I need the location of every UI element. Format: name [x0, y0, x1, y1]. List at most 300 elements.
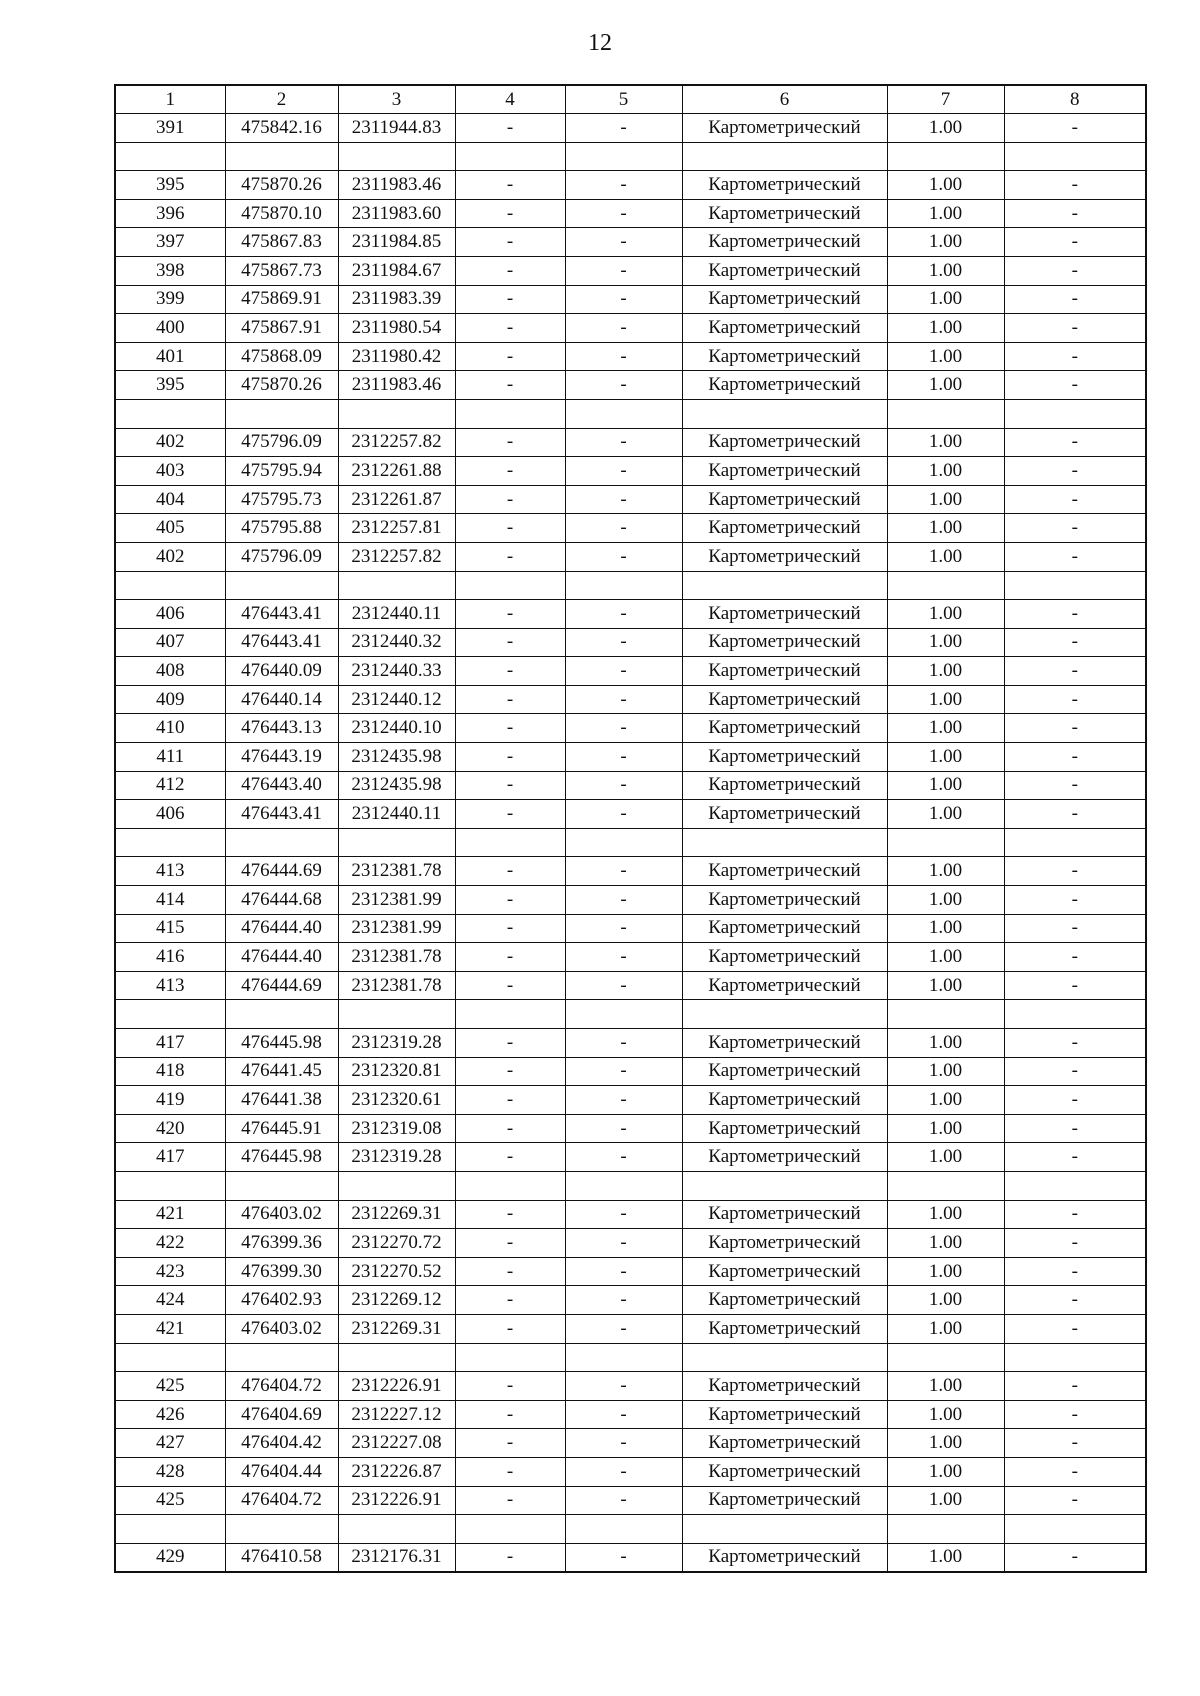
- table-cell: [682, 142, 887, 171]
- table-cell: Картометрический: [682, 1029, 887, 1058]
- table-cell: Картометрический: [682, 771, 887, 800]
- table-cell: -: [565, 628, 682, 657]
- table-row: [115, 1143, 1146, 1172]
- table-cell: 475870.26: [225, 371, 338, 400]
- table-cell: -: [1004, 342, 1146, 371]
- table-cell: Картометрический: [682, 171, 887, 200]
- table-cell: Картометрический: [682, 1543, 887, 1572]
- table-cell: 410: [115, 714, 225, 743]
- table-row: [115, 1372, 1146, 1401]
- table-cell: Картометрический: [682, 228, 887, 257]
- table-cell: 2311983.60: [338, 199, 455, 228]
- table-cell: 1.00: [887, 943, 1004, 972]
- table-cell: 1.00: [887, 886, 1004, 915]
- table-cell: 1.00: [887, 314, 1004, 343]
- table-row: [115, 399, 1146, 428]
- table-cell: [115, 1171, 225, 1200]
- table-cell: -: [455, 1486, 565, 1515]
- table-row: [115, 1229, 1146, 1258]
- table-cell: Картометрический: [682, 199, 887, 228]
- table-cell: Картометрический: [682, 514, 887, 543]
- table-cell: -: [565, 1400, 682, 1429]
- table-cell: -: [1004, 628, 1146, 657]
- table-cell: -: [1004, 914, 1146, 943]
- table-cell: 402: [115, 542, 225, 571]
- table-cell: 1.00: [887, 685, 1004, 714]
- table-row: [115, 1543, 1146, 1572]
- table-cell: Картометрический: [682, 943, 887, 972]
- table-cell: -: [1004, 1229, 1146, 1258]
- table-cell: 475870.26: [225, 171, 338, 200]
- table-cell: -: [565, 1257, 682, 1286]
- table-cell: -: [1004, 171, 1146, 200]
- table-cell: 1.00: [887, 342, 1004, 371]
- table-cell: 2312270.72: [338, 1229, 455, 1258]
- table-cell: [338, 571, 455, 600]
- table-cell: 476404.72: [225, 1486, 338, 1515]
- table-cell: 476444.69: [225, 971, 338, 1000]
- table-cell: [887, 828, 1004, 857]
- table-cell: 1.00: [887, 800, 1004, 829]
- table-cell: -: [565, 771, 682, 800]
- table-cell: [565, 1343, 682, 1372]
- table-cell: 2312226.87: [338, 1457, 455, 1486]
- table-cell: -: [455, 771, 565, 800]
- table-cell: Картометрический: [682, 714, 887, 743]
- table-cell: 407: [115, 628, 225, 657]
- table-cell: 476441.45: [225, 1057, 338, 1086]
- table-cell: -: [455, 1314, 565, 1343]
- table-cell: 1.00: [887, 714, 1004, 743]
- table-cell: 415: [115, 914, 225, 943]
- table-cell: 476445.98: [225, 1143, 338, 1172]
- table-cell: -: [565, 256, 682, 285]
- table-cell: 421: [115, 1200, 225, 1229]
- table-cell: 2312320.61: [338, 1086, 455, 1115]
- table-cell: Картометрический: [682, 914, 887, 943]
- table-cell: -: [455, 743, 565, 772]
- table-cell: [115, 399, 225, 428]
- table-cell: -: [1004, 1143, 1146, 1172]
- table-cell: [682, 1343, 887, 1372]
- table-cell: -: [565, 114, 682, 143]
- table-cell: 475867.91: [225, 314, 338, 343]
- column-header: 8: [1004, 85, 1146, 114]
- table-cell: 2311944.83: [338, 114, 455, 143]
- table-cell: 2312381.78: [338, 943, 455, 972]
- table-cell: Картометрический: [682, 1457, 887, 1486]
- table-cell: 1.00: [887, 1286, 1004, 1315]
- table-cell: 476403.02: [225, 1314, 338, 1343]
- table-cell: -: [1004, 1114, 1146, 1143]
- column-header: 1: [115, 85, 225, 114]
- table-cell: 399: [115, 285, 225, 314]
- table-cell: 476443.41: [225, 600, 338, 629]
- table-cell: 476410.58: [225, 1543, 338, 1572]
- table-cell: -: [565, 1543, 682, 1572]
- table-row: [115, 171, 1146, 200]
- table-cell: 1.00: [887, 743, 1004, 772]
- table-cell: -: [1004, 1486, 1146, 1515]
- table-row: [115, 1515, 1146, 1544]
- table-cell: 397: [115, 228, 225, 257]
- table-cell: 476399.36: [225, 1229, 338, 1258]
- table-cell: 1.00: [887, 600, 1004, 629]
- table-cell: Картометрический: [682, 600, 887, 629]
- table-cell: 476404.44: [225, 1457, 338, 1486]
- table-cell: -: [455, 342, 565, 371]
- table-cell: -: [1004, 114, 1146, 143]
- table-cell: -: [455, 114, 565, 143]
- table-cell: 2312319.08: [338, 1114, 455, 1143]
- table-cell: [115, 828, 225, 857]
- table-cell: 400: [115, 314, 225, 343]
- table-cell: 475796.09: [225, 542, 338, 571]
- table-cell: 402: [115, 428, 225, 457]
- table-cell: -: [565, 1114, 682, 1143]
- table-cell: [338, 1343, 455, 1372]
- table-cell: -: [455, 1200, 565, 1229]
- table-cell: 476443.40: [225, 771, 338, 800]
- table-cell: 2312320.81: [338, 1057, 455, 1086]
- table-cell: 1.00: [887, 1314, 1004, 1343]
- table-cell: -: [455, 1457, 565, 1486]
- table-row: [115, 600, 1146, 629]
- table-cell: -: [455, 657, 565, 686]
- table-cell: -: [565, 1486, 682, 1515]
- table-cell: Картометрический: [682, 628, 887, 657]
- table-cell: 1.00: [887, 857, 1004, 886]
- table-cell: [115, 1515, 225, 1544]
- table-cell: 476444.40: [225, 943, 338, 972]
- table-row: [115, 457, 1146, 486]
- table-cell: -: [565, 1057, 682, 1086]
- table-cell: -: [565, 485, 682, 514]
- table-cell: -: [1004, 943, 1146, 972]
- table-cell: 476445.91: [225, 1114, 338, 1143]
- table-cell: -: [1004, 1314, 1146, 1343]
- table-cell: 476443.41: [225, 800, 338, 829]
- table-row: [115, 657, 1146, 686]
- table-row: [115, 1400, 1146, 1429]
- table-cell: 408: [115, 657, 225, 686]
- table-row: [115, 943, 1146, 972]
- table-cell: [455, 399, 565, 428]
- table-cell: -: [455, 228, 565, 257]
- table-cell: -: [1004, 657, 1146, 686]
- table-cell: 2312440.32: [338, 628, 455, 657]
- table-cell: 475867.73: [225, 256, 338, 285]
- table-cell: [115, 1343, 225, 1372]
- table-cell: 2312227.12: [338, 1400, 455, 1429]
- table-cell: -: [565, 342, 682, 371]
- table-cell: -: [1004, 228, 1146, 257]
- table-cell: Картометрический: [682, 485, 887, 514]
- table-cell: 2312261.87: [338, 485, 455, 514]
- table-cell: -: [1004, 285, 1146, 314]
- column-header: 7: [887, 85, 1004, 114]
- table-row: [115, 1343, 1146, 1372]
- table-cell: [887, 1515, 1004, 1544]
- table-cell: [455, 1515, 565, 1544]
- table-cell: [455, 142, 565, 171]
- table-cell: 417: [115, 1029, 225, 1058]
- table-cell: Картометрический: [682, 886, 887, 915]
- table-cell: -: [565, 714, 682, 743]
- table-cell: -: [1004, 1029, 1146, 1058]
- table-cell: 1.00: [887, 1143, 1004, 1172]
- table-cell: 404: [115, 485, 225, 514]
- table-cell: -: [1004, 1057, 1146, 1086]
- table-row: [115, 371, 1146, 400]
- table-row: [115, 743, 1146, 772]
- table-row: [115, 800, 1146, 829]
- table-cell: 2312319.28: [338, 1143, 455, 1172]
- table-cell: 421: [115, 1314, 225, 1343]
- table-cell: 403: [115, 457, 225, 486]
- table-cell: -: [1004, 857, 1146, 886]
- table-row: [115, 1200, 1146, 1229]
- table-cell: [338, 828, 455, 857]
- table-cell: [1004, 399, 1146, 428]
- table-cell: 405: [115, 514, 225, 543]
- table-cell: 413: [115, 857, 225, 886]
- table-cell: 426: [115, 1400, 225, 1429]
- table-cell: 423: [115, 1257, 225, 1286]
- table-cell: 476404.42: [225, 1429, 338, 1458]
- table-cell: 2312435.98: [338, 771, 455, 800]
- table-cell: 1.00: [887, 971, 1004, 1000]
- table-cell: [565, 1000, 682, 1029]
- table-cell: -: [565, 943, 682, 972]
- table-cell: -: [565, 199, 682, 228]
- table-cell: -: [455, 314, 565, 343]
- table-cell: 476441.38: [225, 1086, 338, 1115]
- table-cell: 418: [115, 1057, 225, 1086]
- table-cell: 2312381.78: [338, 857, 455, 886]
- table-cell: 476399.30: [225, 1257, 338, 1286]
- table-cell: -: [1004, 714, 1146, 743]
- table-cell: 476404.72: [225, 1372, 338, 1401]
- table-cell: -: [565, 1372, 682, 1401]
- table-cell: 476444.69: [225, 857, 338, 886]
- table-row: [115, 114, 1146, 143]
- table-cell: 476403.02: [225, 1200, 338, 1229]
- table-row: [115, 342, 1146, 371]
- table-cell: Картометрический: [682, 800, 887, 829]
- table-cell: Картометрический: [682, 1286, 887, 1315]
- table-cell: -: [455, 371, 565, 400]
- table-cell: Картометрический: [682, 1057, 887, 1086]
- table-cell: 2312176.31: [338, 1543, 455, 1572]
- table-cell: -: [455, 600, 565, 629]
- table-cell: 2311983.46: [338, 371, 455, 400]
- table-cell: 2312381.99: [338, 886, 455, 915]
- table-cell: -: [565, 1200, 682, 1229]
- table-cell: 475869.91: [225, 285, 338, 314]
- table-cell: 2312381.78: [338, 971, 455, 1000]
- table-cell: 2312440.12: [338, 685, 455, 714]
- table-cell: -: [565, 914, 682, 943]
- table-cell: [338, 399, 455, 428]
- coordinates-table: [114, 84, 1147, 1573]
- table-cell: -: [1004, 428, 1146, 457]
- table-cell: Картометрический: [682, 457, 887, 486]
- table-row: [115, 228, 1146, 257]
- table-cell: Картометрический: [682, 1229, 887, 1258]
- table-cell: 1.00: [887, 1114, 1004, 1143]
- table-cell: 429: [115, 1543, 225, 1572]
- table-row: [115, 1257, 1146, 1286]
- table-cell: 475868.09: [225, 342, 338, 371]
- table-cell: -: [455, 1143, 565, 1172]
- table-cell: [338, 142, 455, 171]
- table-cell: 476443.13: [225, 714, 338, 743]
- table-row: [115, 542, 1146, 571]
- table-row: [115, 285, 1146, 314]
- table-cell: 1.00: [887, 1029, 1004, 1058]
- table-cell: Картометрический: [682, 285, 887, 314]
- table-cell: 2312269.12: [338, 1286, 455, 1315]
- table-cell: 2311984.67: [338, 256, 455, 285]
- table-cell: 475796.09: [225, 428, 338, 457]
- table-cell: -: [565, 428, 682, 457]
- table-cell: 475842.16: [225, 114, 338, 143]
- table-cell: 475867.83: [225, 228, 338, 257]
- table-cell: 476445.98: [225, 1029, 338, 1058]
- table-cell: [887, 1343, 1004, 1372]
- table-cell: -: [455, 171, 565, 200]
- table-cell: -: [1004, 1543, 1146, 1572]
- table-cell: -: [565, 1429, 682, 1458]
- table-cell: 411: [115, 743, 225, 772]
- table-cell: -: [1004, 1286, 1146, 1315]
- table-cell: Картометрический: [682, 743, 887, 772]
- table-cell: 476443.19: [225, 743, 338, 772]
- table-cell: 475870.10: [225, 199, 338, 228]
- table-row: [115, 514, 1146, 543]
- table-cell: -: [1004, 514, 1146, 543]
- table-row: [115, 256, 1146, 285]
- table-cell: 2312381.99: [338, 914, 455, 943]
- table-cell: -: [1004, 314, 1146, 343]
- table-cell: -: [1004, 971, 1146, 1000]
- table-cell: -: [565, 1457, 682, 1486]
- table-cell: 2312261.88: [338, 457, 455, 486]
- table-cell: 401: [115, 342, 225, 371]
- table-cell: -: [1004, 542, 1146, 571]
- table-cell: [1004, 828, 1146, 857]
- table-cell: [887, 1000, 1004, 1029]
- table-row: [115, 428, 1146, 457]
- table-cell: -: [1004, 771, 1146, 800]
- table-cell: [1004, 571, 1146, 600]
- table-row: [115, 771, 1146, 800]
- table-cell: 2312226.91: [338, 1486, 455, 1515]
- table-cell: [565, 1171, 682, 1200]
- table-cell: Картометрический: [682, 542, 887, 571]
- table-cell: -: [1004, 743, 1146, 772]
- table-cell: [225, 1000, 338, 1029]
- table-cell: 395: [115, 171, 225, 200]
- table-cell: -: [1004, 1429, 1146, 1458]
- table-cell: 2312227.08: [338, 1429, 455, 1458]
- table-cell: -: [1004, 1086, 1146, 1115]
- table-row: [115, 628, 1146, 657]
- table-cell: 476440.14: [225, 685, 338, 714]
- table-cell: [225, 571, 338, 600]
- table-cell: 1.00: [887, 628, 1004, 657]
- table-cell: -: [1004, 1457, 1146, 1486]
- table-cell: -: [455, 1057, 565, 1086]
- table-cell: [225, 1343, 338, 1372]
- table-cell: [682, 1515, 887, 1544]
- table-cell: [455, 828, 565, 857]
- table-cell: 1.00: [887, 1457, 1004, 1486]
- table-cell: [565, 571, 682, 600]
- table-cell: 395: [115, 371, 225, 400]
- table-cell: 1.00: [887, 1400, 1004, 1429]
- table-cell: Картометрический: [682, 371, 887, 400]
- table-cell: 396: [115, 199, 225, 228]
- table-cell: -: [1004, 685, 1146, 714]
- table-cell: -: [565, 800, 682, 829]
- table-cell: Картометрический: [682, 1114, 887, 1143]
- table-row: [115, 971, 1146, 1000]
- table-cell: 416: [115, 943, 225, 972]
- table-cell: 1.00: [887, 371, 1004, 400]
- table-cell: -: [1004, 457, 1146, 486]
- table-cell: -: [455, 914, 565, 943]
- table-cell: 398: [115, 256, 225, 285]
- table-cell: Картометрический: [682, 1372, 887, 1401]
- table-row: [115, 886, 1146, 915]
- table-cell: -: [455, 886, 565, 915]
- table-cell: Картометрический: [682, 685, 887, 714]
- table-cell: [338, 1000, 455, 1029]
- table-cell: -: [455, 857, 565, 886]
- table-cell: 406: [115, 800, 225, 829]
- table-cell: -: [565, 1286, 682, 1315]
- table-body: [115, 114, 1146, 1573]
- table-cell: -: [565, 743, 682, 772]
- table-cell: -: [455, 628, 565, 657]
- table-cell: 1.00: [887, 428, 1004, 457]
- table-cell: 1.00: [887, 285, 1004, 314]
- table-cell: -: [565, 457, 682, 486]
- table-cell: [1004, 1343, 1146, 1372]
- table-cell: 406: [115, 600, 225, 629]
- table-cell: -: [455, 256, 565, 285]
- table-cell: 2312440.11: [338, 800, 455, 829]
- table-cell: [682, 828, 887, 857]
- table-cell: -: [565, 1314, 682, 1343]
- table-row: [115, 1000, 1146, 1029]
- table-cell: Картометрический: [682, 1429, 887, 1458]
- table-row: [115, 1029, 1146, 1058]
- table-cell: [565, 142, 682, 171]
- table-cell: -: [1004, 256, 1146, 285]
- table-cell: 2312319.28: [338, 1029, 455, 1058]
- table-cell: 1.00: [887, 485, 1004, 514]
- table-row: [115, 571, 1146, 600]
- table-row: [115, 1429, 1146, 1458]
- table-cell: -: [455, 1229, 565, 1258]
- table-cell: -: [455, 514, 565, 543]
- table-cell: -: [455, 943, 565, 972]
- table-cell: 409: [115, 685, 225, 714]
- table-cell: Картометрический: [682, 1086, 887, 1115]
